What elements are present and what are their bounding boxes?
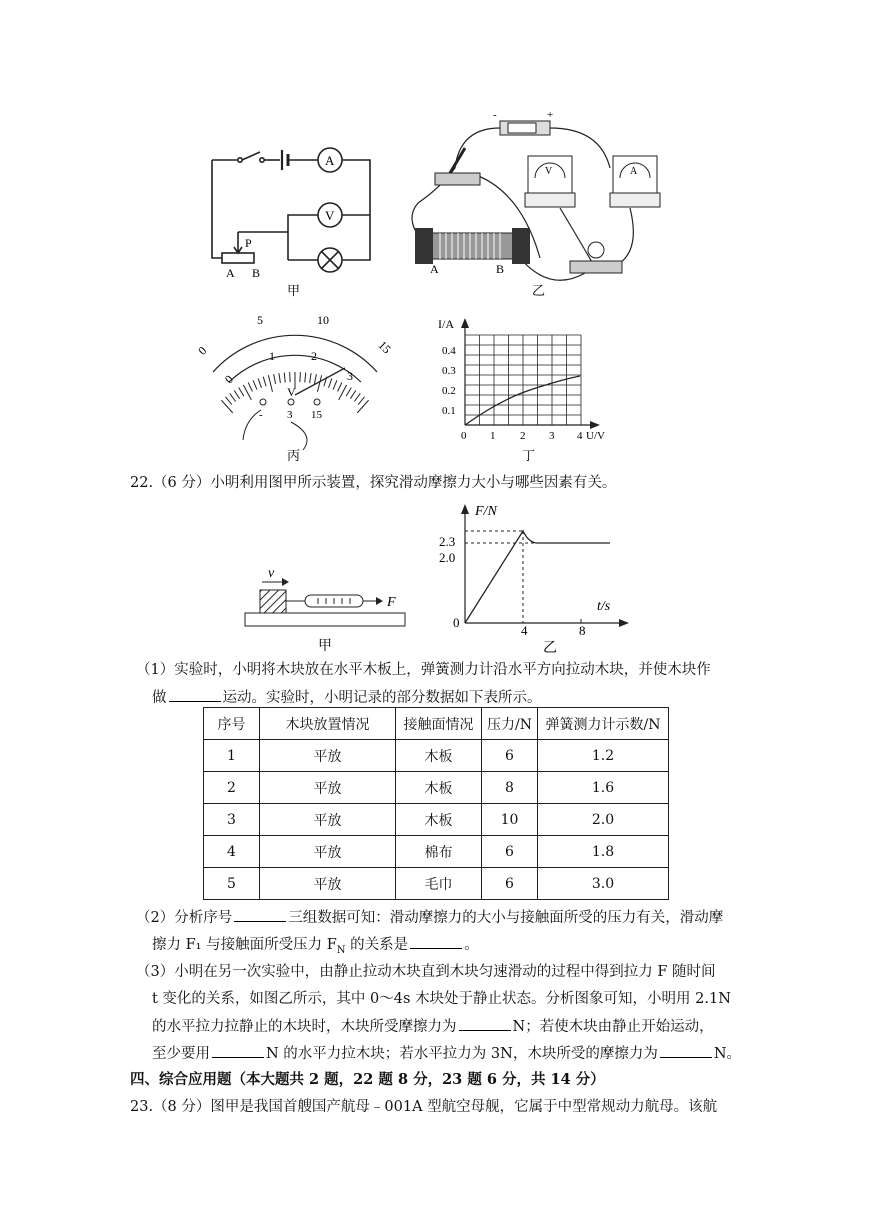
- ding-x-axis: U/V: [586, 430, 605, 442]
- table-cell: 6: [482, 740, 538, 772]
- voltmeter-scale-bing: [195, 310, 395, 465]
- label-yi-b: B: [496, 262, 505, 276]
- ft-x-0: 0: [453, 615, 460, 630]
- scale-tick: [314, 374, 316, 384]
- caption-22-jia: 甲: [318, 639, 332, 654]
- scale-tick: [225, 397, 231, 405]
- ding-x-4: 4: [577, 430, 583, 442]
- caption-bing: 丙: [287, 448, 301, 463]
- table-cell: 2.0: [538, 804, 669, 836]
- terminal-neg: -: [259, 409, 263, 421]
- q22-part3-line3: 的水平拉力拉静止的木块时，木块所受摩擦力为 N；若使木块由静止开始运动，: [152, 1016, 714, 1037]
- answer-blank-static-friction[interactable]: [459, 1016, 511, 1031]
- label-p: P: [245, 236, 252, 250]
- table-header: 接触面情况: [396, 708, 482, 740]
- table-cell: 1.6: [538, 772, 669, 804]
- table-header-row: [204, 708, 669, 740]
- table-cell: 1.8: [538, 836, 669, 868]
- scale-top-0: 0: [195, 343, 210, 358]
- scale-top-15: 15: [375, 337, 394, 357]
- scale-tick: [258, 378, 261, 387]
- scale-tick: [350, 390, 356, 398]
- scale-bot-3: 3: [347, 369, 353, 383]
- ding-y-01: 0.1: [442, 405, 456, 417]
- table-cell: 毛巾: [396, 868, 482, 900]
- scale-tick: [338, 382, 342, 391]
- scale-tick: [230, 393, 236, 401]
- table-row: [204, 772, 669, 804]
- ding-y-axis: I/A: [438, 317, 454, 331]
- terminal-3: 3: [287, 409, 293, 421]
- table-cell: 木板: [396, 804, 482, 836]
- table-cell: 平放: [260, 804, 396, 836]
- q22-part1-line1: （1）实验时，小明将木块放在水平木板上，弹簧测力计沿水平方向拉动木块，并使木块作: [136, 662, 711, 678]
- table-row: [204, 836, 669, 868]
- q22-part3-line1: （3）小明在另一次实验中，由静止拉动木块直到木块匀速滑动的过程中得到拉力 F 随时间: [136, 964, 716, 980]
- section-4-heading: 四、综合应用题（本大题共 2 题，22 题 8 分，23 题 6 分，共 14 分）: [130, 1071, 605, 1088]
- caption-jia: 甲: [287, 283, 301, 298]
- answer-blank-motion[interactable]: [169, 687, 221, 702]
- table-header: 序号: [204, 708, 260, 740]
- scale-tick: [248, 382, 252, 391]
- ammeter-symbol: A: [325, 153, 335, 168]
- scale-tick: [357, 400, 368, 413]
- ft-x-8: 8: [579, 623, 586, 638]
- voltmeter-symbol: V: [325, 208, 335, 223]
- q22-heading: 22.（6 分）小明利用图甲所示装置，探究滑动摩擦力大小与哪些因素有关。: [130, 475, 617, 491]
- scale-tick: [310, 373, 311, 383]
- scale-top-10: 10: [317, 313, 329, 327]
- label-b: B: [252, 266, 261, 280]
- table-cell: 8: [482, 772, 538, 804]
- label-yi-a: A: [430, 262, 439, 276]
- table-cell: 5: [204, 868, 260, 900]
- block-spring-jia: [240, 560, 410, 655]
- answer-blank-sequence[interactable]: [234, 907, 286, 922]
- scale-tick: [354, 393, 360, 401]
- scale-tick: [253, 380, 257, 389]
- scale-top-5: 5: [257, 313, 263, 327]
- ding-x-3: 3: [549, 430, 555, 442]
- table-cell: 平放: [260, 836, 396, 868]
- scale-tick: [333, 380, 337, 389]
- table-cell: 3: [204, 804, 260, 836]
- scale-tick: [239, 388, 244, 397]
- ft-y-20: 2.0: [439, 550, 456, 565]
- ft-x-axis: t/s: [597, 599, 611, 614]
- q22-part3-line2: t 变化的关系，如图乙所示，其中 0～4s 木块处于静止状态。分析图象可知，小明用 2.1N: [152, 991, 731, 1007]
- caption-22-yi: 乙: [543, 641, 557, 656]
- scale-bot-1: 1: [269, 349, 275, 363]
- force-time-graph-yi: [435, 498, 635, 658]
- terminal-15: 15: [311, 409, 322, 421]
- table-cell: 1.2: [538, 740, 669, 772]
- ding-y-04: 0.4: [442, 345, 456, 357]
- table-cell: 木板: [396, 772, 482, 804]
- table-cell: 3.0: [538, 868, 669, 900]
- force-curve: [465, 531, 610, 623]
- caption-yi: 乙: [532, 283, 546, 298]
- table-cell: 6: [482, 836, 538, 868]
- ding-x-0: 0: [461, 430, 467, 442]
- label-force-f: F: [387, 595, 396, 610]
- svg-text:V: V: [545, 166, 553, 177]
- label-a: A: [226, 266, 235, 280]
- q22-part3-line4: 至少要用 N 的水平力拉木块；若水平拉力为 3N，木块所受的摩擦力为 N。: [152, 1043, 741, 1064]
- apparatus-diagram-yi: [400, 108, 680, 308]
- iu-curve: [465, 376, 580, 425]
- scale-tick: [346, 388, 351, 397]
- label-neg: -: [493, 109, 497, 121]
- scale-tick: [358, 397, 364, 405]
- scale-tick: [305, 373, 306, 383]
- table-cell: 4: [204, 836, 260, 868]
- scale-tick: [279, 373, 280, 383]
- scale-tick: [263, 377, 266, 387]
- table-cell: 棉布: [396, 836, 482, 868]
- iu-graph-ding: [430, 310, 620, 465]
- svg-text:A: A: [630, 166, 638, 177]
- data-table: [203, 707, 669, 900]
- ding-x-2: 2: [520, 430, 526, 442]
- answer-blank-min-force[interactable]: [212, 1043, 264, 1058]
- scale-bot-2: 2: [311, 349, 317, 363]
- table-cell: 平放: [260, 740, 396, 772]
- caption-ding: 丁: [522, 448, 536, 463]
- table-cell: 10: [482, 804, 538, 836]
- table-cell: 平放: [260, 868, 396, 900]
- table-cell: 1: [204, 740, 260, 772]
- label-velocity-v: v: [268, 566, 275, 581]
- table-row: [204, 804, 669, 836]
- q22-part1-line2: 做 运动。实验时，小明记录的部分数据如下表所示。: [152, 687, 542, 708]
- answer-blank-sliding-friction[interactable]: [660, 1043, 712, 1058]
- ft-x-4: 4: [521, 623, 528, 638]
- scale-tick: [221, 400, 232, 413]
- table-cell: 平放: [260, 772, 396, 804]
- table-cell: 木板: [396, 740, 482, 772]
- ding-x-1: 1: [490, 430, 496, 442]
- scale-tick: [317, 375, 321, 391]
- table-header: 压力/N: [482, 708, 538, 740]
- label-pos: +: [547, 109, 554, 121]
- table-cell: 2: [204, 772, 260, 804]
- circuit-diagram-jia: [200, 140, 390, 305]
- table-header: 木块放置情况: [260, 708, 396, 740]
- scale-tick: [274, 374, 276, 384]
- ft-y-axis: F/N: [475, 504, 497, 519]
- table-row: [204, 740, 669, 772]
- scale-bot-0: 0: [221, 372, 236, 387]
- scale-tick: [268, 375, 272, 391]
- scale-tick: [329, 378, 332, 387]
- q22-part2-line1: （2）分析序号 三组数据可知：滑动摩擦力的大小与接触面所受的压力有关，滑动摩: [136, 907, 723, 928]
- meter-unit: V: [287, 385, 296, 399]
- scale-tick: [234, 390, 240, 398]
- ding-y-02: 0.2: [442, 385, 456, 397]
- q22-part2-line2: 擦力 F₁ 与接触面所受压力 $F_N$ 的关系是 。: [152, 934, 479, 961]
- q23-heading: 23.（8 分）图甲是我国首艘国产航母﹣001A 型航空母舰，它属于中型常规动力航母。该航: [130, 1099, 718, 1115]
- answer-blank-relation[interactable]: [410, 934, 462, 949]
- scale-tick: [284, 373, 285, 383]
- table-header: 弹簧测力计示数/N: [538, 708, 669, 740]
- table-cell: 6: [482, 868, 538, 900]
- ding-y-03: 0.3: [442, 365, 456, 377]
- ft-y-23: 2.3: [439, 534, 456, 549]
- table-row: [204, 868, 669, 900]
